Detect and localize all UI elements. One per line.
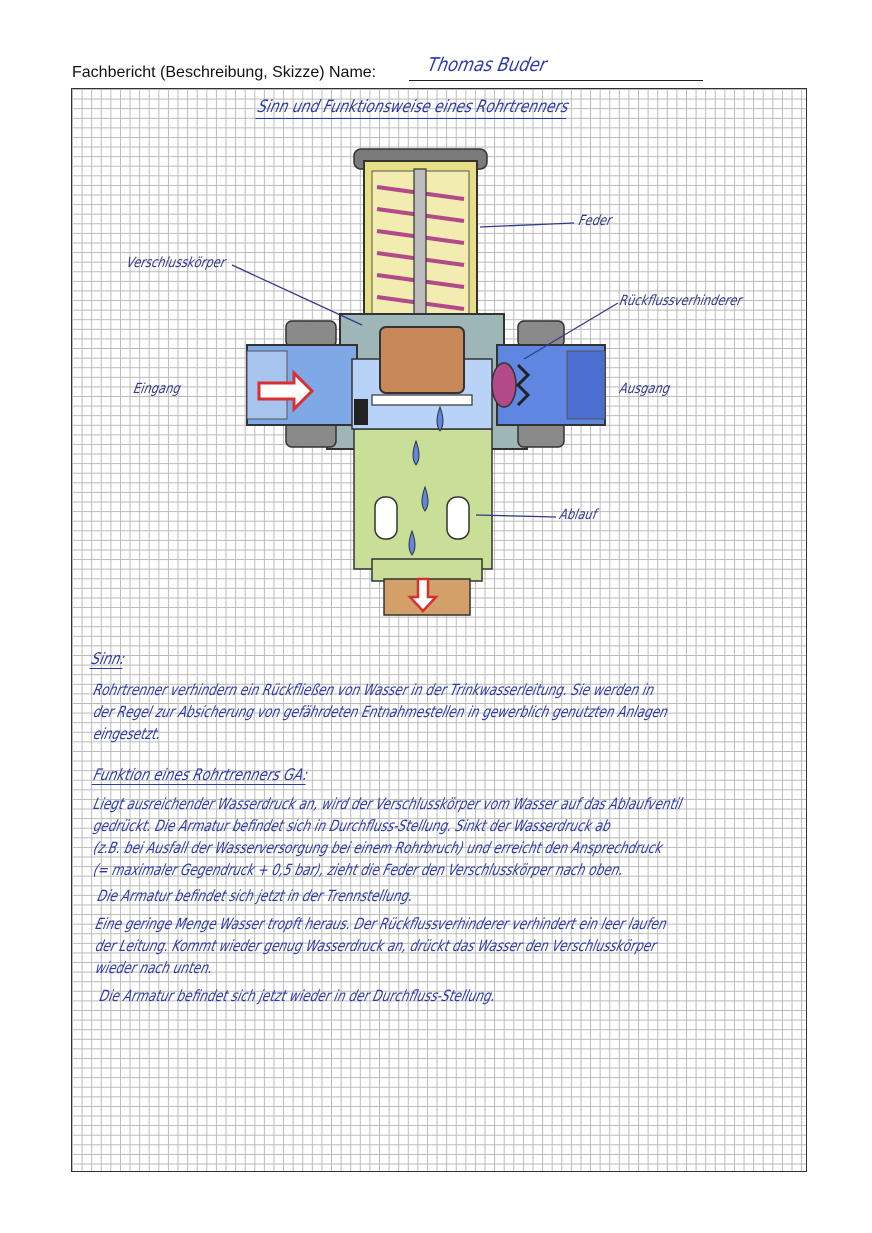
funktion-heading: Funktion eines Rohrtrenners GA: xyxy=(91,765,311,784)
sinn-line: eingesetzt. xyxy=(91,725,164,743)
label-eingang: Eingang xyxy=(132,381,183,397)
funktion-line: Die Armatur befindet sich jetzt wieder in der Durchfluss-Stellung. xyxy=(97,987,498,1005)
funktion-line: Die Armatur befindet sich jetzt in der Trennstellung. xyxy=(95,887,416,905)
funktion-line: Eine geringe Menge Wasser tropft heraus. Der Rückflussverhinderer verhindert ein leer laufen xyxy=(93,915,670,933)
label-rueckflussverhinderer: Rückflussverhinderer xyxy=(618,293,744,309)
funktion-line: gedrückt. Die Armatur befindet sich in Durchfluss-Stellung. Sinkt der Wasserdruck ab xyxy=(91,817,614,835)
sinn-heading: Sinn: xyxy=(89,649,128,668)
pipe-disconnector-diagram xyxy=(72,89,806,649)
label-ablauf: Ablauf xyxy=(558,507,599,523)
funktion-line: Liegt ausreichender Wasserdruck an, wird der Verschlusskörper vom Wasser auf das Ablaufventil xyxy=(91,795,685,813)
sinn-line: Rohrtrenner verhindern ein Rückfließen von Wasser in der Trinkwasserleitung. Sie werden in xyxy=(91,681,657,699)
funktion-line: (= maximaler Gegendruck + 0,5 bar), zieht die Feder den Verschlusskörper nach oben. xyxy=(91,861,626,879)
funktion-line: der Leitung. Kommt wieder genug Wasserdruck an, drückt das Wasser den Verschlusskörper xyxy=(93,937,659,955)
header-label: Fachbericht (Beschreibung, Skizze) Name: xyxy=(72,64,377,81)
name-underline xyxy=(409,80,703,81)
label-feder: Feder xyxy=(577,213,614,229)
drain-slot-left xyxy=(375,497,397,539)
label-ausgang: Ausgang xyxy=(618,381,672,397)
grid-paper-sheet xyxy=(71,88,807,1172)
drain-slot-right xyxy=(447,497,469,539)
author-name: Thomas Buder xyxy=(425,54,550,76)
funktion-line: wieder nach unten. xyxy=(93,959,216,977)
report-header xyxy=(72,54,712,86)
sinn-line: der Regel zur Absicherung von gefährdeten Entnahmestellen in gewerblich genutzten Anlagen xyxy=(91,703,671,721)
funktion-line: (z.B. bei Ausfall der Wasserversorgung bei einem Rohrbruch) und erreicht den Ansprechdruck xyxy=(91,839,665,857)
label-verschlusskoerper: Verschlusskörper xyxy=(125,255,228,271)
sheet-title: Sinn und Funktionsweise eines Rohrtrenners xyxy=(255,97,572,117)
